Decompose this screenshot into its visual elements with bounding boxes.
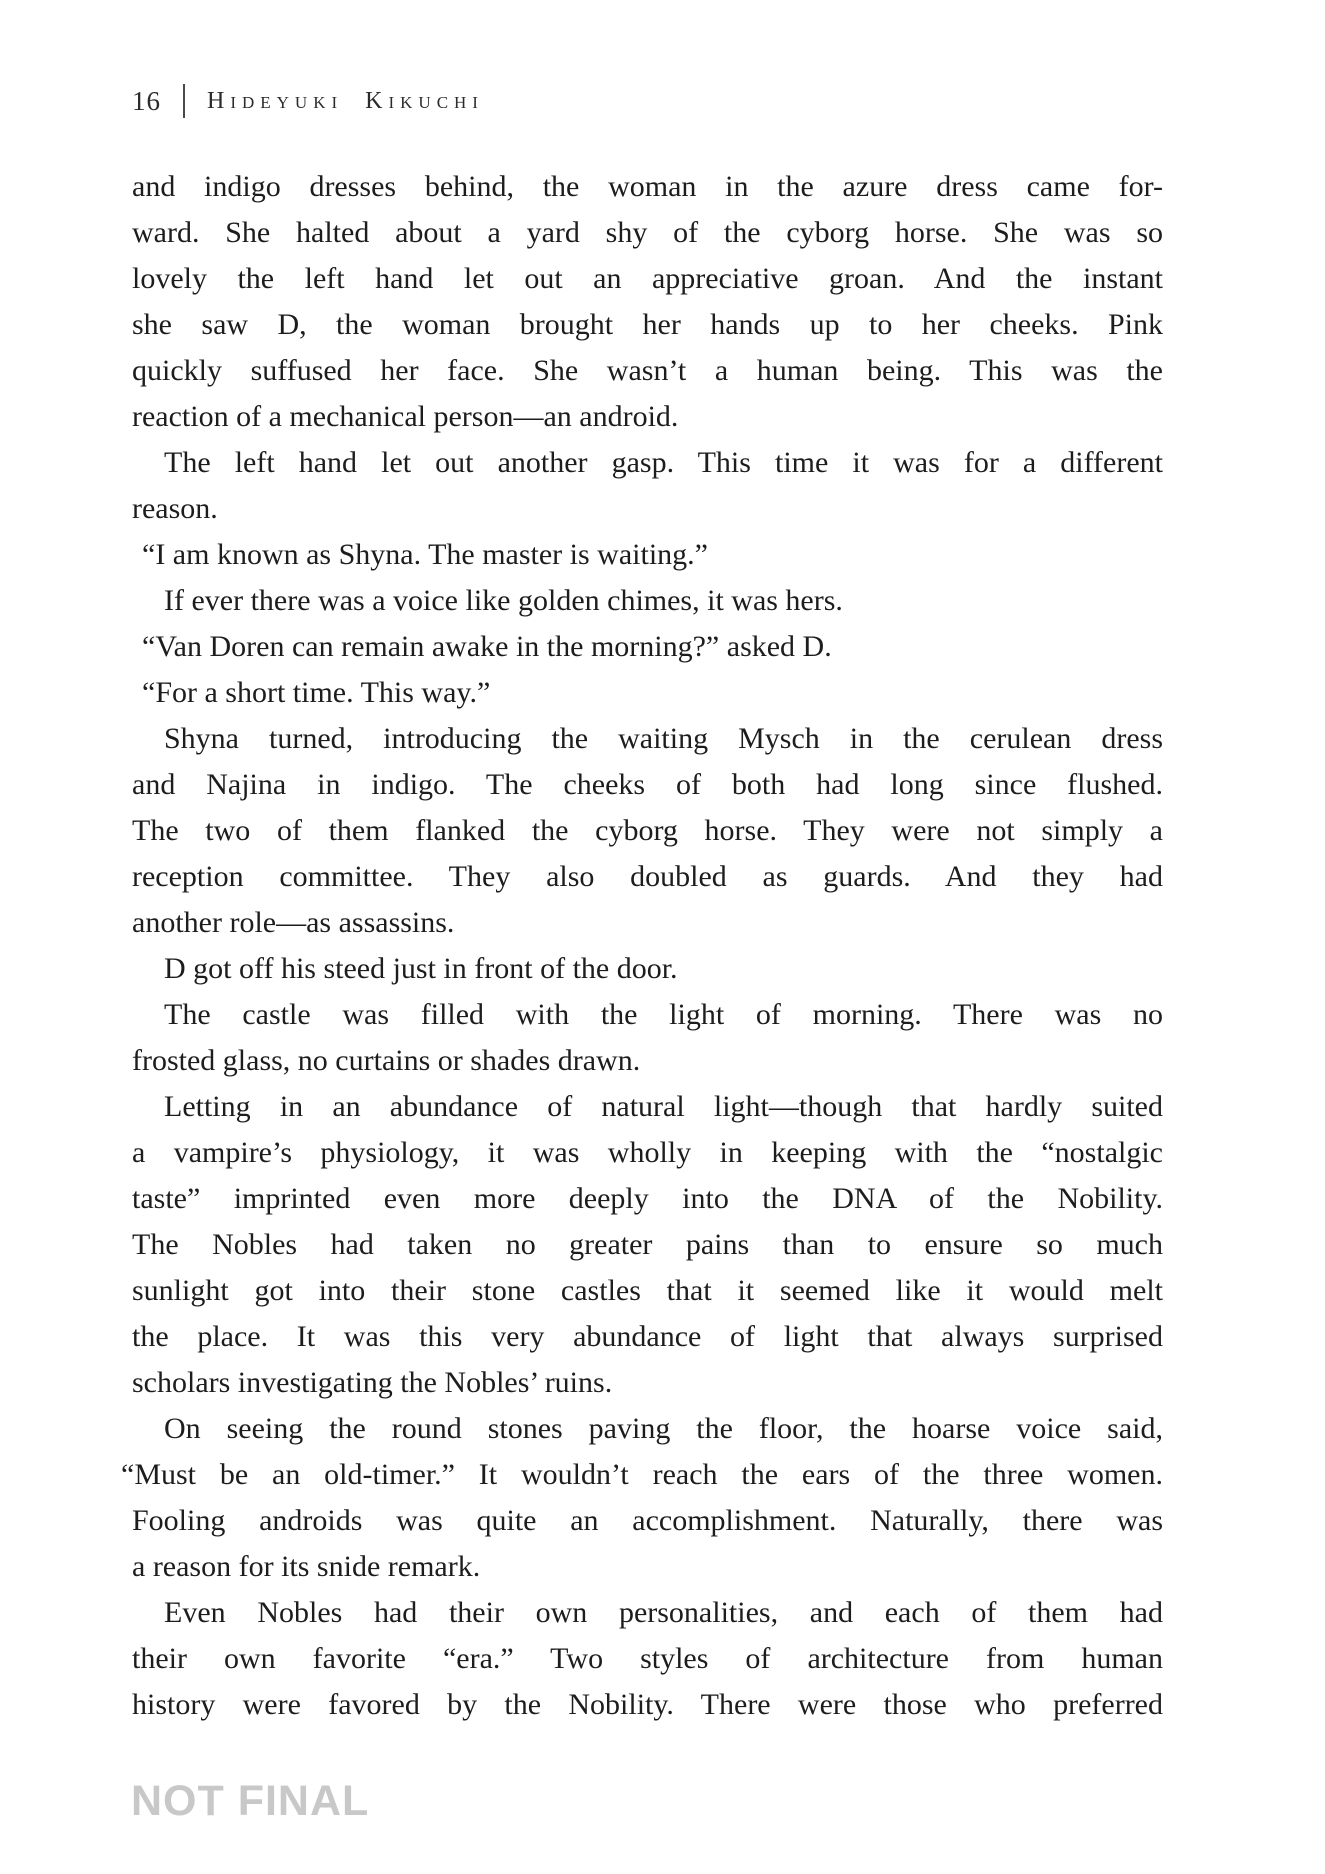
text-line: If ever there was a voice like golden chimes, it was hers. bbox=[164, 584, 843, 617]
paragraph bbox=[132, 670, 1163, 716]
text-line: taste” imprinted even more deeply into the DNA of the Nobility. bbox=[132, 1182, 1163, 1215]
text-line: a reason for its snide remark. bbox=[132, 1550, 481, 1583]
text-line: The castle was filled with the light of morning. There was no bbox=[164, 998, 1163, 1031]
text-line: frosted glass, no curtains or shades drawn. bbox=[132, 1044, 641, 1077]
text-line: a vampire’s physiology, it was wholly in keeping with the “nostalgic bbox=[132, 1136, 1163, 1169]
text-line: history were favored by the Nobility. There were those who preferred bbox=[132, 1688, 1163, 1721]
text-line: and Najina in indigo. The cheeks of both had long since flushed. bbox=[132, 768, 1163, 801]
text-line: Even Nobles had their own personalities, and each of them had bbox=[164, 1596, 1163, 1629]
author-name: Hideyuki Kikuchi bbox=[207, 87, 484, 114]
text-line: “Van Doren can remain awake in the morning?” asked D. bbox=[142, 630, 832, 663]
text-line: D got off his steed just in front of the door. bbox=[164, 952, 678, 985]
running-header bbox=[132, 84, 484, 118]
paragraph bbox=[132, 440, 1163, 532]
text-line: “Must be an old-timer.” It wouldn’t reach the ears of the three women. bbox=[121, 1458, 1163, 1491]
text-line: Letting in an abundance of natural light—though that hardly suited bbox=[164, 1090, 1163, 1123]
not-final-watermark: NOT FINAL bbox=[131, 1777, 370, 1825]
text-line: another role—as assassins. bbox=[132, 906, 455, 939]
text-line: scholars investigating the Nobles’ ruins. bbox=[132, 1366, 613, 1399]
paragraph bbox=[121, 1406, 1163, 1590]
text-line: Fooling androids was quite an accomplishment. Naturally, there was bbox=[132, 1504, 1163, 1537]
paragraph bbox=[132, 1590, 1163, 1728]
text-line: The left hand let out another gasp. This time it was for a different bbox=[164, 446, 1163, 479]
paragraph bbox=[132, 532, 1163, 578]
text-line: quickly suffused her face. She wasn’t a human being. This was the bbox=[132, 354, 1163, 387]
text-line: she saw D, the woman brought her hands up to her cheeks. Pink bbox=[132, 308, 1163, 341]
page-body bbox=[121, 164, 1163, 1728]
text-line: On seeing the round stones paving the floor, the hoarse voice said, bbox=[164, 1412, 1163, 1445]
text-line: reception committee. They also doubled as guards. And they had bbox=[132, 860, 1163, 893]
paragraph bbox=[132, 946, 1163, 992]
text-line: the place. It was this very abundance of light that always surprised bbox=[132, 1320, 1163, 1353]
text-line: The two of them flanked the cyborg horse. They were not simply a bbox=[132, 814, 1163, 847]
paragraph bbox=[132, 624, 1163, 670]
paragraph bbox=[132, 1084, 1163, 1406]
paragraph bbox=[132, 992, 1163, 1084]
text-line: Shyna turned, introducing the waiting Mysch in the cerulean dress bbox=[164, 722, 1163, 755]
paragraph bbox=[132, 578, 1163, 624]
text-line: their own favorite “era.” Two styles of architecture from human bbox=[132, 1642, 1163, 1675]
text-line: reason. bbox=[132, 492, 218, 525]
paragraph bbox=[132, 716, 1163, 946]
text-line: “For a short time. This way.” bbox=[142, 676, 491, 709]
text-line: sunlight got into their stone castles that it seemed like it would melt bbox=[132, 1274, 1163, 1307]
text-line: “I am known as Shyna. The master is waiting.” bbox=[142, 538, 708, 571]
page-number: 16 bbox=[132, 86, 161, 116]
text-line: lovely the left hand let out an appreciative groan. And the instant bbox=[132, 262, 1163, 295]
paragraph bbox=[132, 164, 1163, 440]
text-line: and indigo dresses behind, the woman in the azure dress came for- bbox=[132, 170, 1163, 203]
text-line: reaction of a mechanical person—an android. bbox=[132, 400, 679, 433]
text-line: The Nobles had taken no greater pains than to ensure so much bbox=[132, 1228, 1163, 1261]
text-line: ward. She halted about a yard shy of the cyborg horse. She was so bbox=[132, 216, 1163, 249]
header-divider bbox=[183, 84, 185, 118]
